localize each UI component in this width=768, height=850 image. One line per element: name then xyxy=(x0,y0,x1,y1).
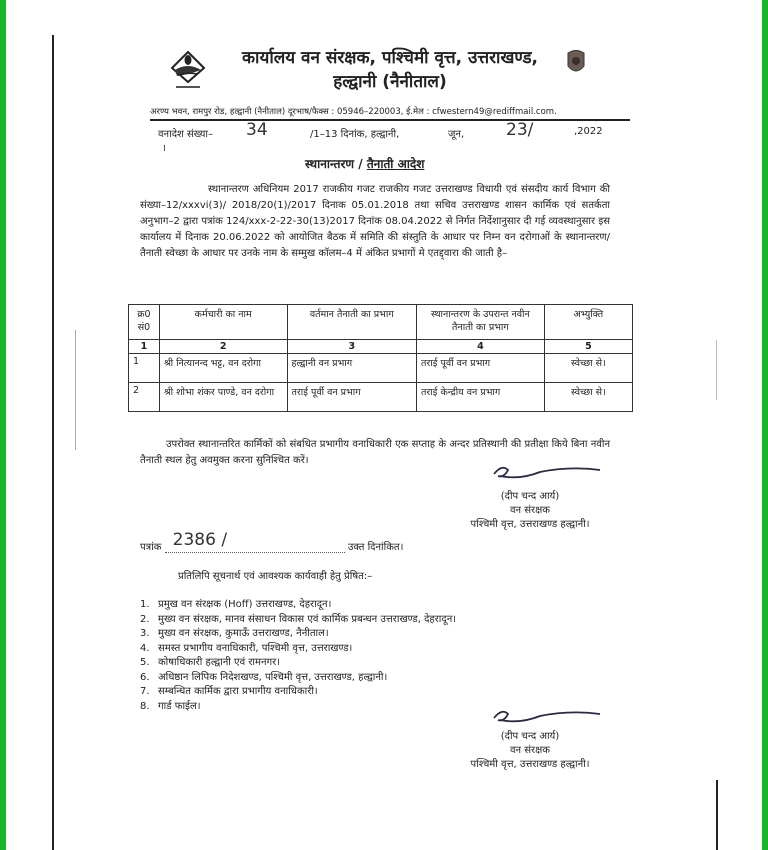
cell-remarks: स्वेच्छा से। xyxy=(544,354,632,383)
list-item-number: 2. xyxy=(140,613,150,625)
order-day-handwritten: 23/ xyxy=(506,120,534,140)
signatory-office: पश्चिमी वृत्त, उत्तराखण्ड हल्द्वानी। xyxy=(470,759,590,770)
order-month: जून, xyxy=(448,129,465,140)
cell-current-division: हल्द्वानी वन प्रभाग xyxy=(287,354,417,383)
list-item-number: 1. xyxy=(140,599,150,610)
order-year: ,2022 xyxy=(574,126,603,137)
paper-edge-left xyxy=(52,35,54,850)
cell-employee-name: श्री नित्यानन्द भट्ट, वन दरोगा xyxy=(159,354,287,383)
paper-edge-right xyxy=(716,780,718,850)
header-serial: क्र0 सं0 xyxy=(129,305,160,340)
office-title-line1: कार्यालय वन संरक्षक, पश्चिमी वृत्त, उत्तराखण्ड, xyxy=(242,48,538,68)
release-instruction-paragraph: उपरोक्त स्थानान्तरित कार्मिकों को संबधित प्रभागीय वनाधिकारी एक सप्ताह के अन्दर प्रतिस्थानी की प्रतीक्षा किये बिना नवीन तैनाती स्थल हेतु अवमुक्त करना सुनिश्चित करें। xyxy=(140,439,610,466)
signatory-designation: वन संरक्षक xyxy=(510,745,550,756)
table-header-row xyxy=(129,305,633,340)
forest-emblem-icon xyxy=(168,48,208,92)
order-title-separator: / xyxy=(354,157,367,171)
paper-crease-left xyxy=(75,330,76,450)
table-column-number-row xyxy=(129,340,633,354)
list-item-text: समस्त प्रभागीय वनाधिकारी, पश्चिमी वृत्त, उत्तराखण्ड। xyxy=(158,642,353,654)
list-item-text: अधिष्ठान लिपिक निदेशखण्ड, पश्चिमी वृत्त, उत्तराखण्ड, हल्द्वानी। xyxy=(158,671,388,683)
order-number-line xyxy=(158,120,628,154)
order-title xyxy=(305,155,424,172)
list-item xyxy=(140,671,456,686)
column-number: 2 xyxy=(159,340,287,354)
signatory-block-2 xyxy=(430,730,630,772)
paper-crease-right xyxy=(716,340,717,400)
header-new-division: स्थानान्तरण के उपरान्त नवीन तैनाती का प्रभाग xyxy=(417,305,545,340)
order-title-part2: तैनाती आदेश xyxy=(366,157,425,171)
list-item xyxy=(140,613,456,628)
list-item-text: कोषाधिकारी हल्द्वानी एवं रामनगर। xyxy=(158,657,281,668)
letter-number-handwritten: 2386 / xyxy=(172,530,228,550)
column-number: 5 xyxy=(544,340,632,354)
list-item-number: 8. xyxy=(140,700,150,712)
cell-serial: 1 xyxy=(129,354,160,383)
letter-number-field xyxy=(165,530,345,553)
office-title xyxy=(240,46,540,94)
letter-number-suffix: उक्त दिनांकित। xyxy=(347,542,404,553)
cell-serial: 2 xyxy=(129,383,160,412)
frame-border-left xyxy=(0,0,6,850)
list-item-number: 4. xyxy=(140,642,150,654)
office-title-line2: हल्द्वानी (नैनीताल) xyxy=(333,72,447,92)
list-item-text: मुख्य वन संरक्षक, कुमाऊँ उत्तराखण्ड, नैनीताल। xyxy=(158,628,329,639)
list-item xyxy=(140,627,456,642)
list-item-text: मुख्य वन संरक्षक, मानव संसाधन विकास एवं कार्मिक प्रबन्धन उत्तराखण्ड, देहरादून। xyxy=(158,613,457,625)
order-number-suffix: /1–13 दिनांक, हल्द्वानी, xyxy=(310,129,400,140)
letter-number-line xyxy=(140,530,404,553)
cell-new-division: तराई पूर्वी वन प्रभाग xyxy=(417,354,545,383)
letterhead-divider xyxy=(150,119,630,121)
list-item-text: सम्बन्धित कार्मिक द्वारा प्रभागीय वनाधिकारी। xyxy=(158,686,318,697)
order-number-handwritten: 34 xyxy=(246,120,268,140)
list-item-text: गार्ड फाईल। xyxy=(158,700,201,712)
list-item xyxy=(140,685,456,700)
frame-border-right xyxy=(762,0,768,850)
office-address: अरण्य भवन, रामपुर रोड, हल्द्वानी (नैनीताल) दूरभाष/फैक्स : 05946–220003, ई.मेल : cfwestern49@rediffmail.com. xyxy=(150,107,557,117)
list-item-number: 5. xyxy=(140,657,150,668)
list-item-number: 3. xyxy=(140,628,150,639)
column-number: 1 xyxy=(129,340,160,354)
header-employee-name: कर्मचारी का नाम xyxy=(159,305,287,340)
copy-recipient-list xyxy=(140,598,456,714)
list-item-text: प्रमुख वन संरक्षक (Hoff) उत्तराखण्ड, देहरादून। xyxy=(158,599,332,610)
order-number-submark: । xyxy=(162,143,166,154)
signatory-name: (दीप चन्द आर्य) xyxy=(500,731,560,742)
copy-forwarded-intro: प्रतिलिपि सूचनार्थ एवं आवश्यक कार्यवाही हेतु प्रेषित:– xyxy=(178,571,373,582)
letter-number-label: पत्रांक xyxy=(140,542,162,553)
list-item-number: 7. xyxy=(140,686,150,697)
column-number: 3 xyxy=(287,340,417,354)
header-remarks: अभ्युक्ति xyxy=(544,305,632,340)
forest-badge-icon xyxy=(565,48,587,78)
order-title-part1: स्थानान्तरण xyxy=(305,157,355,171)
cell-new-division: तराई केन्द्रीय वन प्रभाग xyxy=(417,383,545,412)
signatory-office: पश्चिमी वृत्त, उत्तराखण्ड हल्द्वानी। xyxy=(470,519,590,530)
signatory-name: (दीप चन्द आर्य) xyxy=(500,491,560,502)
table-row xyxy=(129,383,633,412)
list-item xyxy=(140,656,456,671)
signature-mark xyxy=(490,462,610,484)
column-number: 4 xyxy=(417,340,545,354)
table-row xyxy=(129,354,633,383)
signatory-designation: वन संरक्षक xyxy=(510,505,550,516)
signatory-block xyxy=(430,490,630,532)
cell-remarks: स्वेच्छा से। xyxy=(544,383,632,412)
header-current-division: वर्तमान तैनाती का प्रभाग xyxy=(287,305,417,340)
cell-current-division: तराई पूर्वी वन प्रभाग xyxy=(287,383,417,412)
list-item xyxy=(140,598,456,613)
list-item xyxy=(140,642,456,657)
list-item-number: 6. xyxy=(140,671,150,683)
transfer-table xyxy=(128,304,633,412)
list-item xyxy=(140,700,456,715)
order-body-paragraph: स्थानान्तरण अधिनियम 2017 राजकीय गजट राजकीय गजट उत्तराखण्ड विधायी एवं संसदीय कार्य विभाग की संख्या–12/xxxvi(3)/ 2018/20(1)/2017 दिनाक 05.01.2018 तथा सचिव उत्तराखण्ड शासन कार्मिक एवं सतर्कता अनुभाग–2 द्वारा पत्रांक 124/xxx-2-22-30(13)2017 दिनांक 08.04.2022 से निर्गत निर्देशानुसार दी गई व्यवस्थानुसार इस कार्यालय में दिनाक 20.06.2022 को आयोजित बैठक में समिति की संस्तुति के आधार पर निम्न वन दरोगाओं के स्थानान्तरण/तैनाती स्वेच्छा के आधार पर उनके नाम के सम्मुख कॉलम–4 में अंकित प्रभागों मे एतद्द्वारा की जाती है– xyxy=(140,184,610,259)
signature-mark-2 xyxy=(490,706,610,728)
order-number-label: वनादेश संख्या– xyxy=(158,129,213,140)
cell-employee-name: श्री शोभा शंकर पाण्डे, वन दरोगा xyxy=(159,383,287,412)
